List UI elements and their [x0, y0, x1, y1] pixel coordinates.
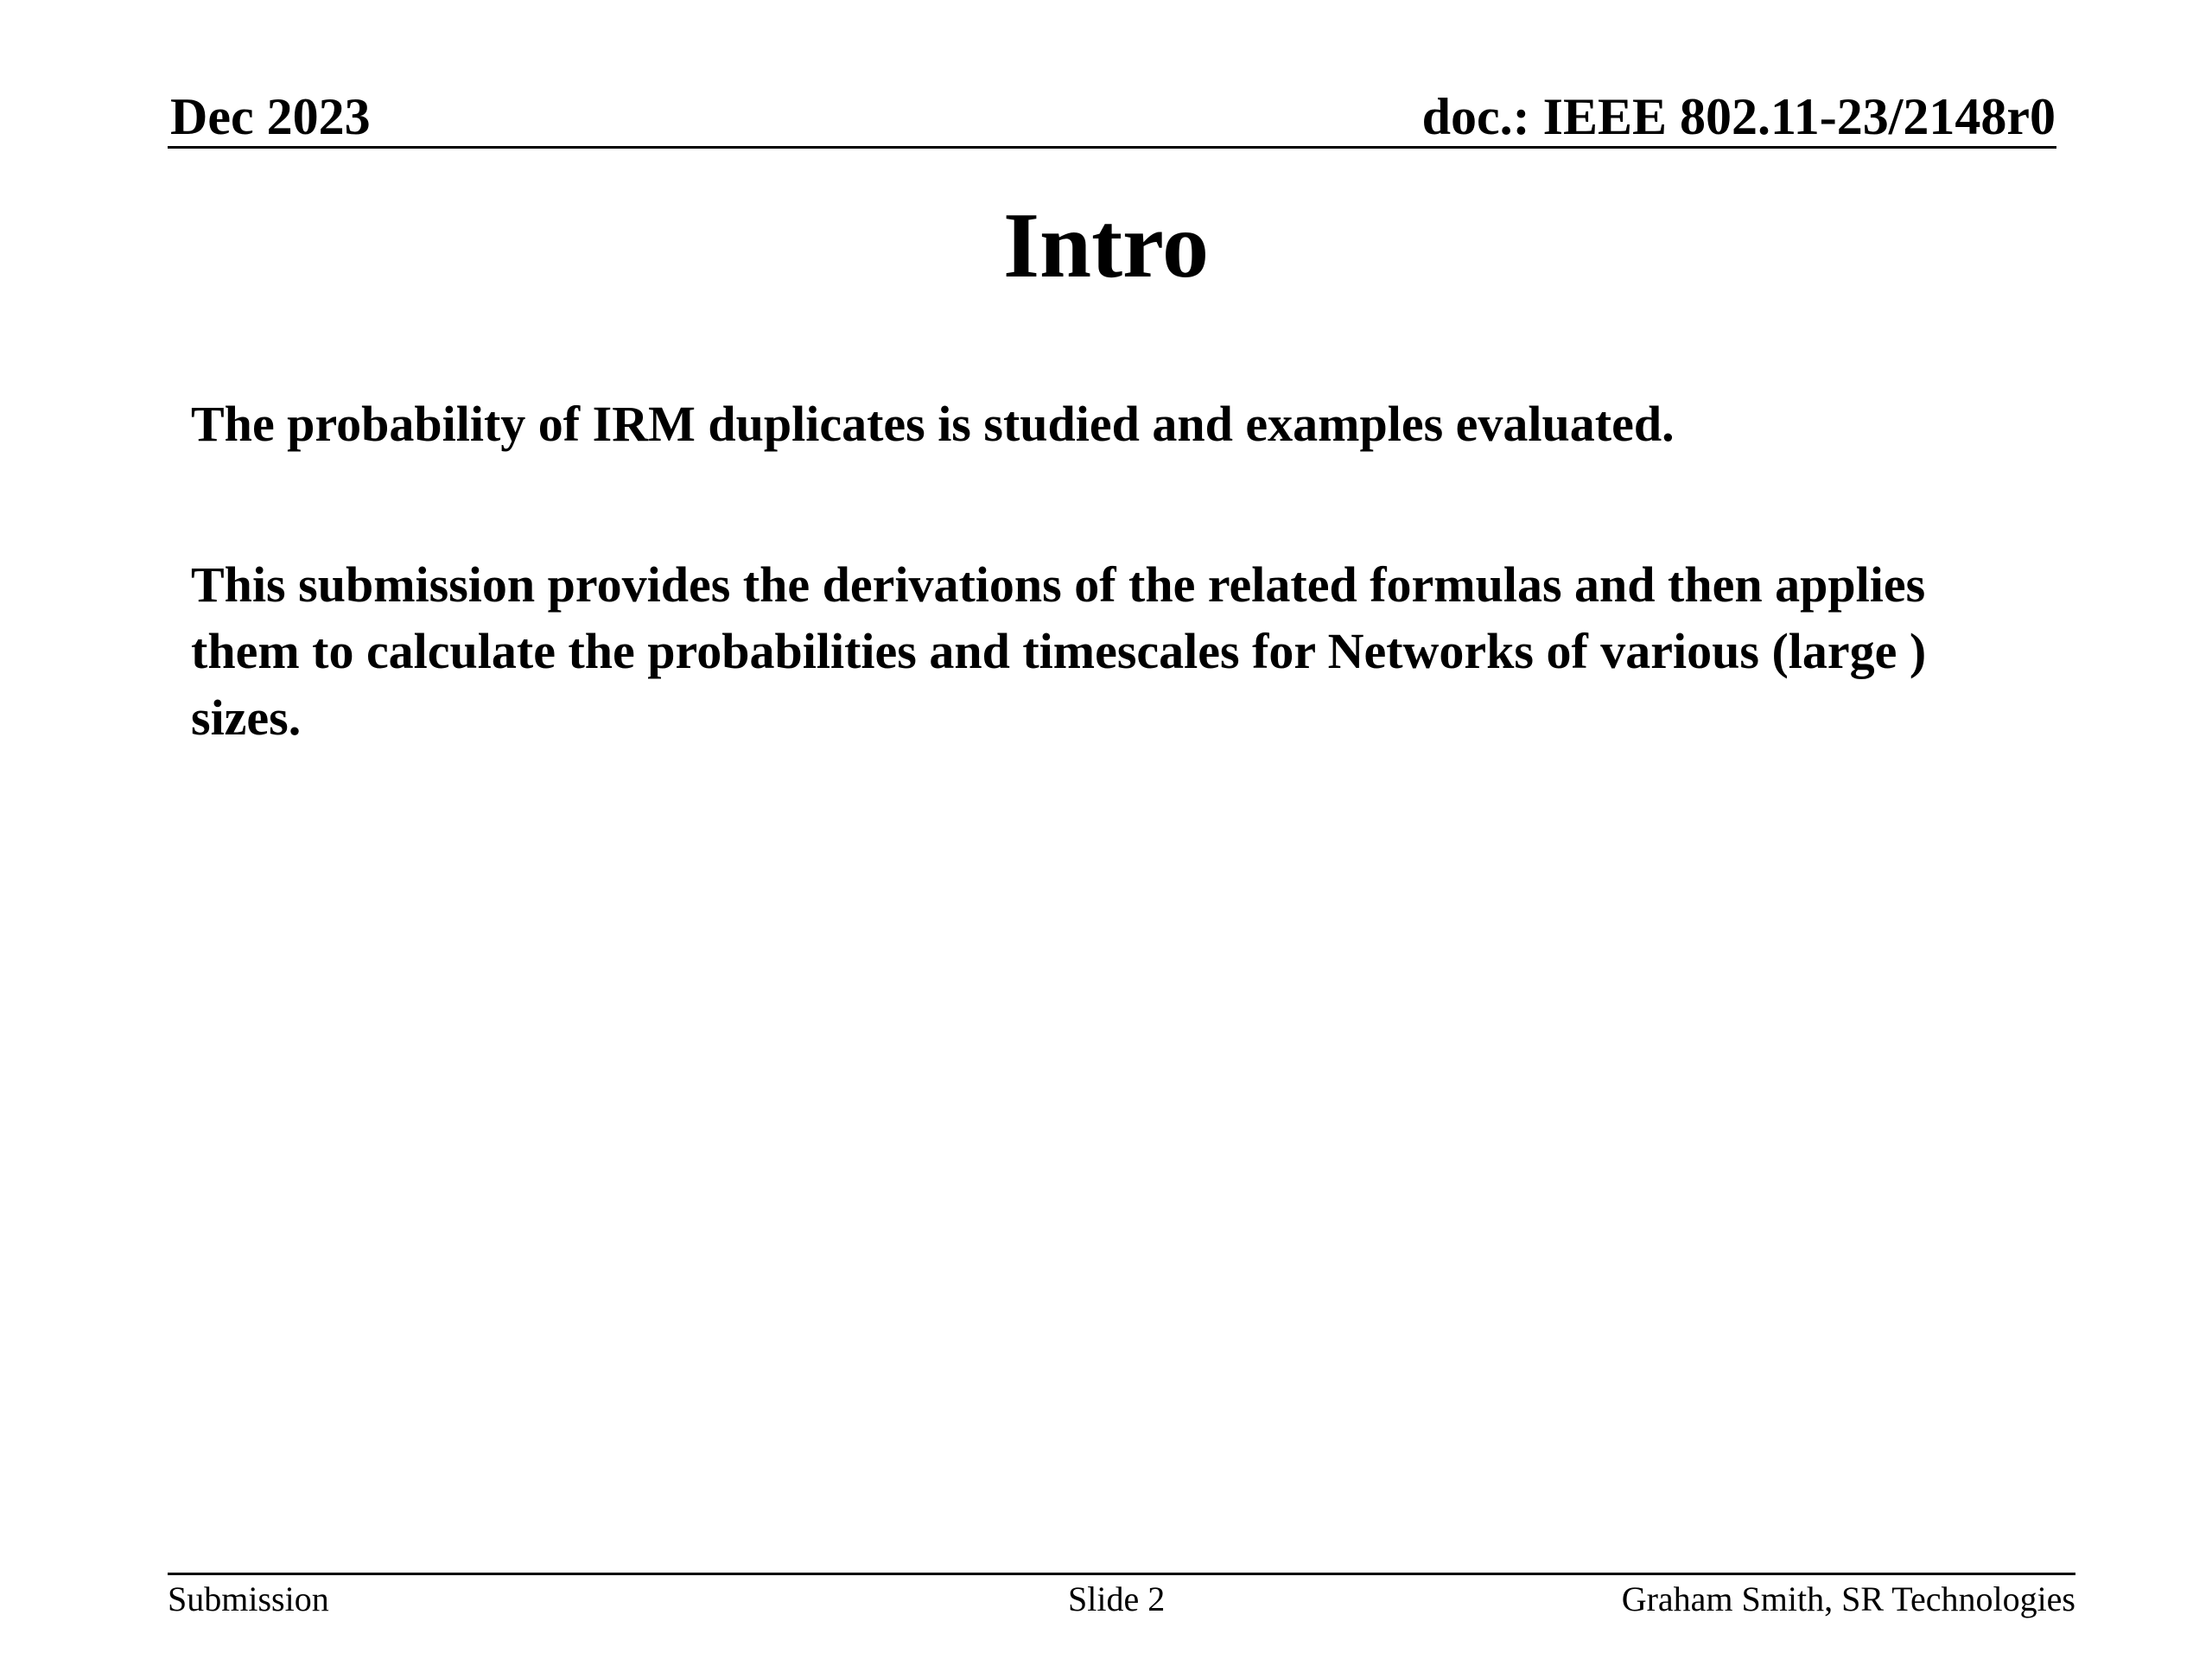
header-date: Dec 2023 — [170, 88, 371, 145]
slide-title: Intro — [1002, 194, 1210, 297]
body-paragraph-2: This submission provides the derivations of the related formulas and then applies them to calculate the probabilities and timescales for Networks of various (large ) sizes. — [191, 556, 1927, 746]
header-doc-id: doc.: IEEE 802.11-23/2148r0 — [1421, 88, 2056, 145]
footer-slide-number: Slide 2 — [1068, 1580, 1166, 1618]
header-divider — [168, 146, 2056, 149]
body-paragraph-1: The probability of IRM duplicates is studied and examples evaluated. — [191, 396, 1675, 452]
footer-author: Graham Smith, SR Technologies — [1621, 1580, 2075, 1618]
footer-submission: Submission — [168, 1580, 329, 1618]
footer-divider — [168, 1573, 2075, 1575]
